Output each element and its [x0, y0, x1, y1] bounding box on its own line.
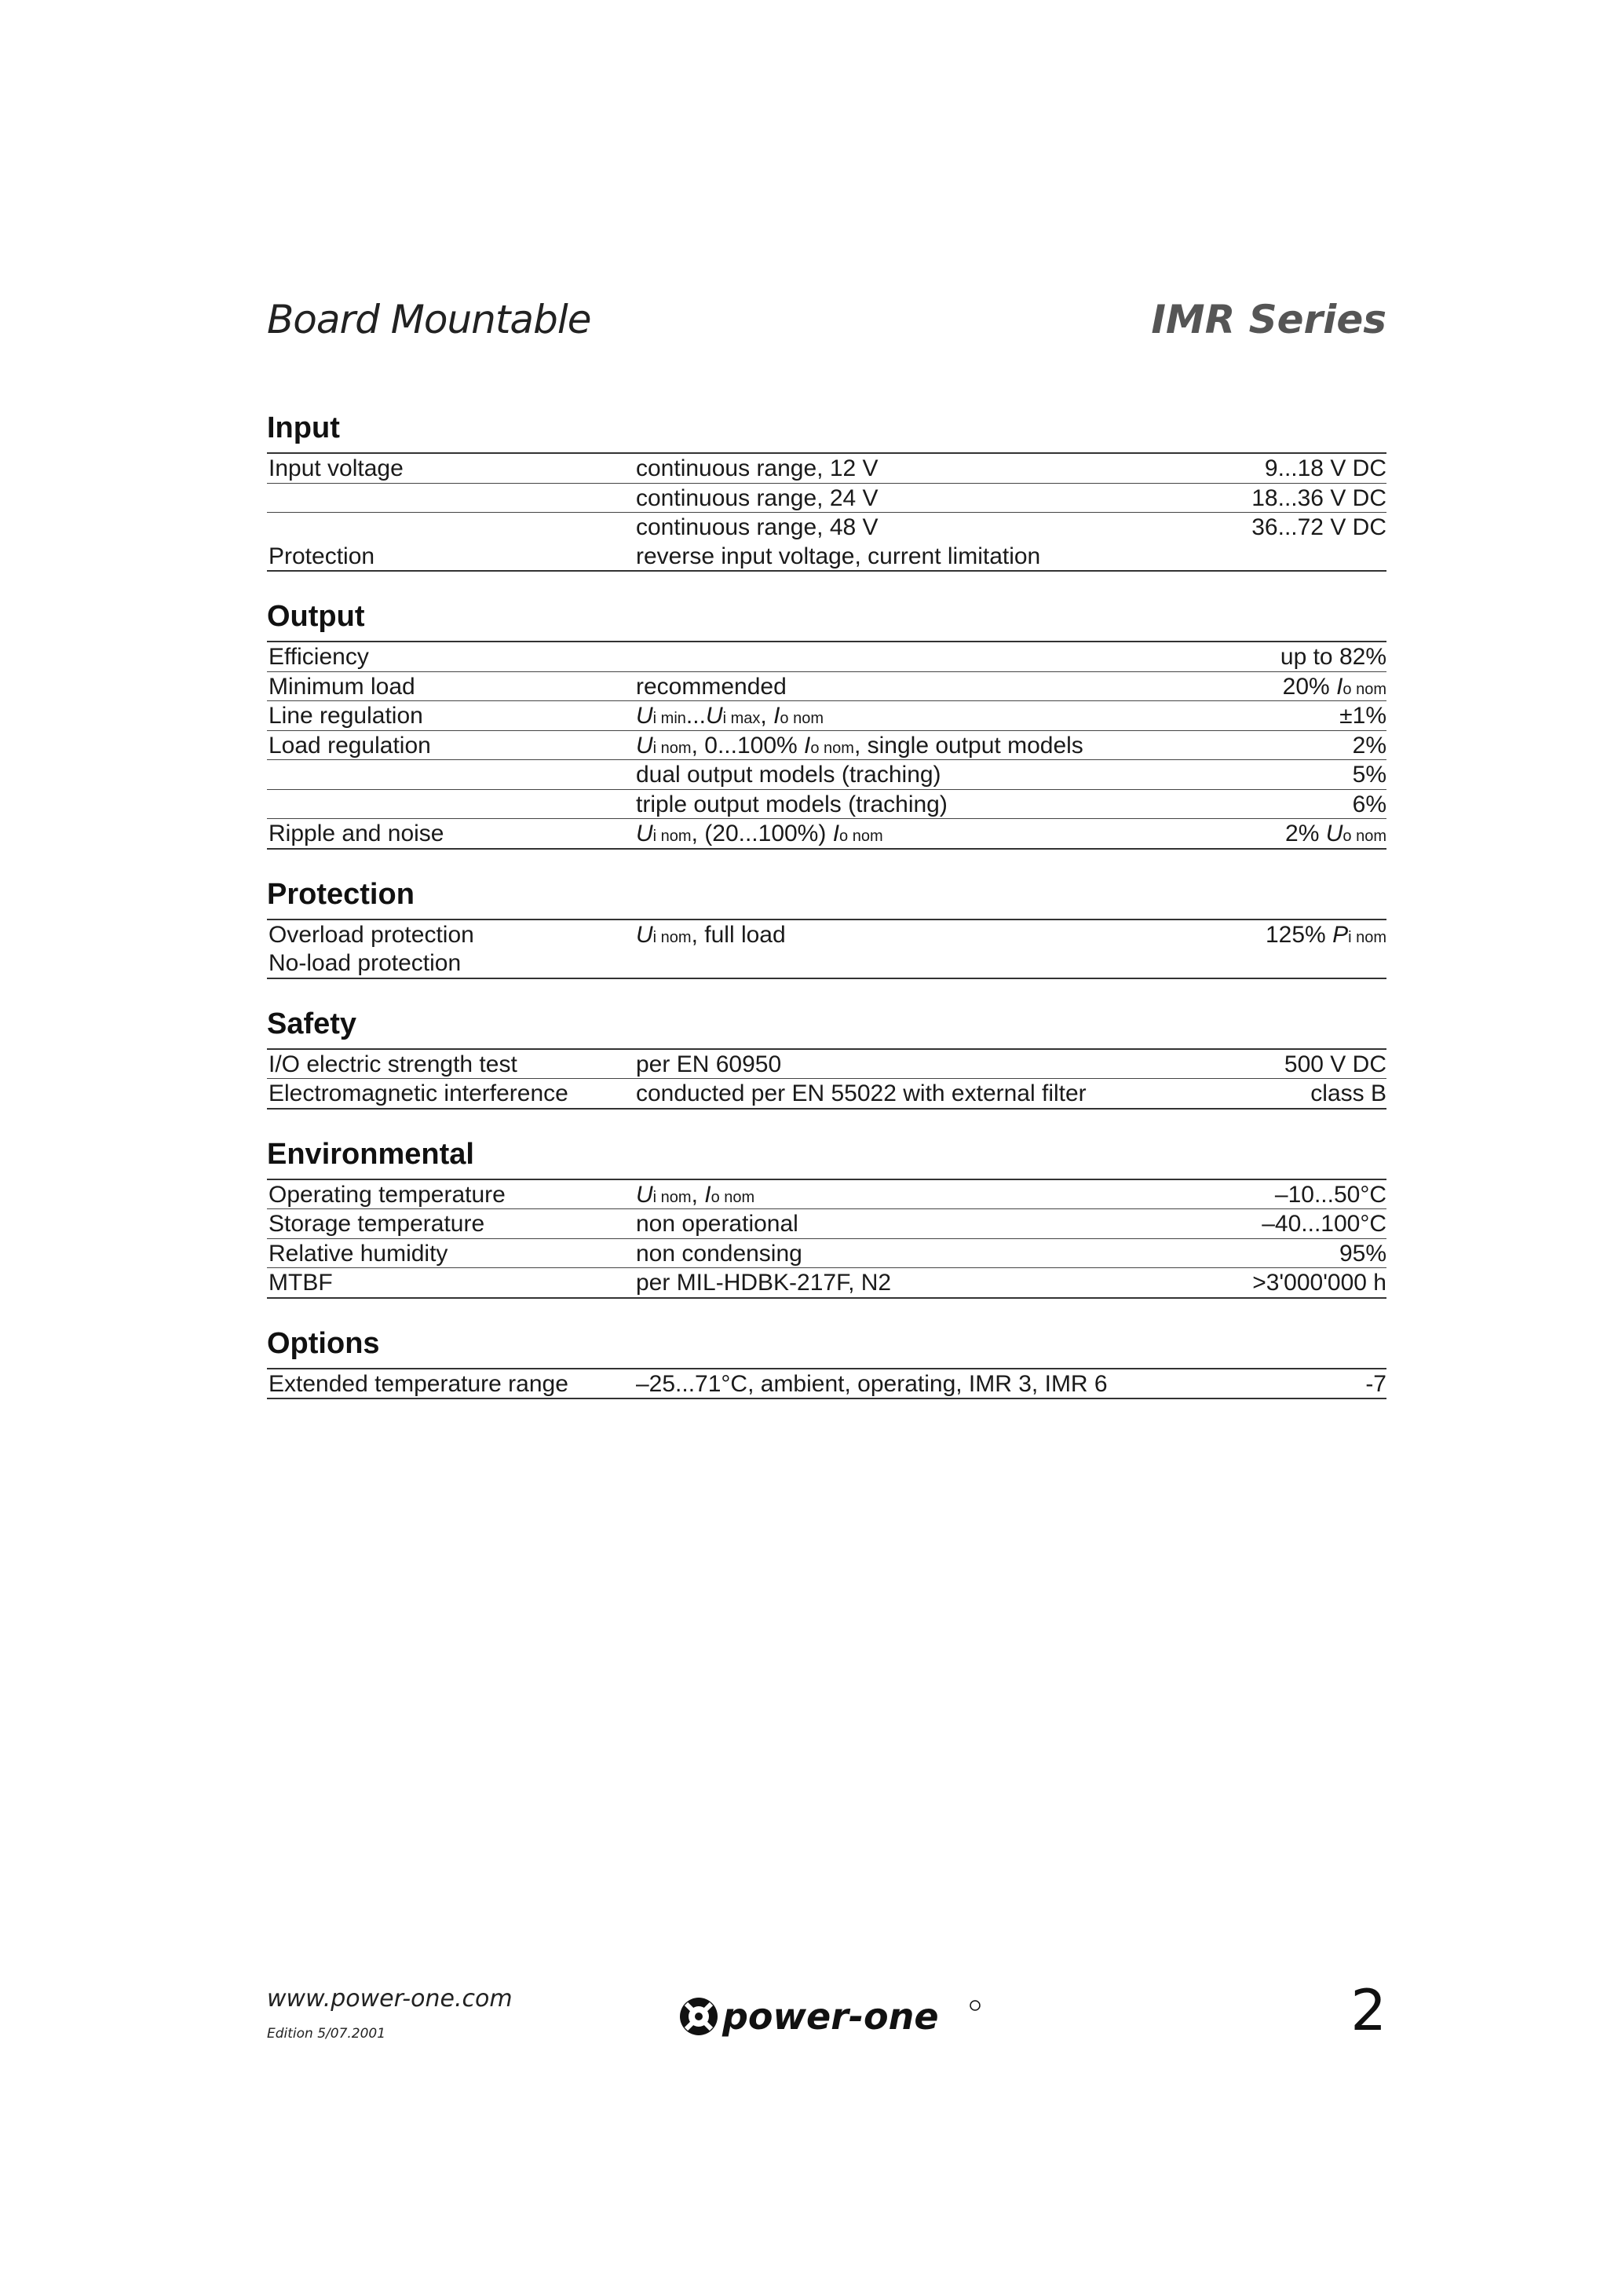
- section-title-output: Output: [267, 600, 365, 633]
- section-safety: [267, 1004, 1386, 1110]
- table-row: [267, 760, 1386, 790]
- condition-cell: continuous range, 24 V: [636, 484, 879, 511]
- value-cell: >3'000'000 h: [1252, 1270, 1386, 1296]
- value-cell: 36...72 V DC: [1251, 514, 1386, 540]
- condition-cell: per MIL-HDBK-217F, N2: [636, 1270, 892, 1296]
- table-row: [267, 1050, 1386, 1080]
- value-cell: [1283, 672, 1386, 704]
- logo-mark-icon: [680, 1998, 718, 2035]
- table-row: [267, 513, 1386, 542]
- series-title: IMR Series: [1151, 297, 1386, 342]
- symbol-current: I: [1336, 673, 1343, 700]
- value-cell: –40...100°C: [1262, 1211, 1386, 1237]
- subscript: nom: [1351, 828, 1386, 845]
- condition-text: , (20...100%): [691, 821, 833, 846]
- section-title-safety: Safety: [267, 1007, 357, 1040]
- table-row: [267, 454, 1386, 484]
- symbol-voltage: U: [636, 732, 653, 759]
- website-link[interactable]: www.power-one.com: [267, 1985, 513, 2013]
- table-row: [267, 731, 1386, 761]
- subscript: min: [656, 710, 686, 727]
- subscript: nom: [819, 739, 854, 757]
- value-cell: 5%: [1352, 762, 1386, 788]
- subscript: i: [652, 710, 657, 727]
- param-cell: Line regulation: [269, 703, 423, 729]
- section-protection: [267, 875, 1386, 979]
- param-cell: Electromagnetic interference: [269, 1080, 568, 1106]
- edition-label: Edition 5/07.2001: [267, 2026, 386, 2042]
- section-output: [267, 597, 1386, 850]
- table-row: [267, 701, 1386, 731]
- value-cell: ±1%: [1339, 703, 1386, 729]
- subscript: nom: [1351, 680, 1386, 698]
- subscript: nom: [656, 928, 692, 946]
- table-row: [267, 672, 1386, 702]
- subscript: i: [652, 828, 657, 845]
- table-row: [267, 484, 1386, 514]
- section-title-options: Options: [267, 1326, 380, 1360]
- subscript: nom: [1351, 928, 1386, 946]
- section-title-input: Input: [267, 411, 340, 444]
- table-options: [267, 1368, 1386, 1400]
- symbol-voltage: U: [636, 821, 653, 846]
- param-cell: Relative humidity: [269, 1240, 448, 1267]
- subscript: o: [711, 1188, 720, 1206]
- symbol-voltage: U: [636, 703, 653, 729]
- table-row: [267, 1268, 1386, 1299]
- subscript: max: [726, 710, 761, 727]
- subscript: o: [1343, 828, 1352, 845]
- condition-cell: [636, 731, 1083, 763]
- condition-text: , single output models: [853, 732, 1083, 759]
- condition-cell: [636, 920, 786, 952]
- value-cell: 9...18 V DC: [1264, 455, 1386, 481]
- symbol-current: I: [832, 821, 840, 846]
- param-cell: Protection: [269, 543, 375, 569]
- subscript: i: [652, 1188, 657, 1206]
- condition-cell: recommended: [636, 673, 787, 700]
- separator: ,: [691, 1181, 705, 1208]
- logo-wordmark: power-one: [722, 1995, 939, 2038]
- document-category: Board Mountable: [267, 297, 591, 342]
- value-cell: 500 V DC: [1284, 1051, 1386, 1077]
- table-row: [267, 949, 1386, 979]
- value-text: 20%: [1282, 673, 1330, 700]
- table-row: [267, 819, 1386, 850]
- range-dots: ...: [685, 703, 706, 729]
- param-cell: Extended temperature range: [269, 1370, 568, 1397]
- value-cell: 6%: [1352, 791, 1386, 817]
- subscript: nom: [656, 739, 692, 757]
- value-text: 125%: [1265, 921, 1326, 948]
- section-options: [267, 1324, 1386, 1400]
- table-row: [267, 1079, 1386, 1110]
- subscript: nom: [719, 1188, 755, 1206]
- condition-cell: dual output models (traching): [636, 762, 941, 788]
- value-cell: -7: [1365, 1370, 1386, 1397]
- param-cell: Operating temperature: [269, 1181, 506, 1208]
- condition-cell: non condensing: [636, 1240, 802, 1267]
- condition-cell: –25...71°C, ambient, operating, IMR 3, IMR 6: [636, 1370, 1108, 1397]
- table-output: [267, 641, 1386, 850]
- param-cell: Storage temperature: [269, 1211, 485, 1237]
- registered-mark: [970, 2001, 980, 2010]
- table-row: [267, 1369, 1386, 1400]
- value-cell: class B: [1310, 1080, 1386, 1106]
- table-row: [267, 542, 1386, 572]
- subscript: i: [1348, 928, 1352, 946]
- symbol-voltage: U: [636, 921, 653, 948]
- condition-cell: non operational: [636, 1211, 798, 1237]
- subscript: i: [652, 928, 657, 946]
- subscript: o: [1343, 680, 1352, 698]
- condition-text: , 0...100%: [691, 732, 805, 759]
- param-cell: Efficiency: [269, 644, 369, 670]
- symbol-power: P: [1332, 921, 1349, 948]
- value-cell: 95%: [1339, 1240, 1386, 1267]
- subscript: nom: [788, 710, 824, 727]
- value-cell: 2%: [1352, 732, 1386, 759]
- table-row: [267, 642, 1386, 672]
- symbol-current: I: [773, 703, 780, 729]
- subscript: i: [652, 739, 657, 757]
- condition-cell: triple output models (traching): [636, 791, 948, 817]
- condition-cell: reverse input voltage, current limitation: [636, 543, 1041, 569]
- condition-cell: [636, 701, 824, 733]
- value-cell: up to 82%: [1280, 644, 1386, 670]
- param-cell: Minimum load: [269, 673, 415, 700]
- condition-cell: [636, 819, 883, 851]
- condition-cell: continuous range, 48 V: [636, 514, 879, 540]
- separator: ,: [760, 703, 774, 729]
- param-cell: Ripple and noise: [269, 821, 444, 846]
- spec-content: [267, 408, 1386, 1424]
- subscript: nom: [656, 828, 692, 845]
- table-input: [267, 452, 1386, 572]
- section-title-environmental: Environmental: [267, 1137, 474, 1171]
- value-text: 2%: [1285, 821, 1320, 846]
- table-row: [267, 1180, 1386, 1210]
- param-cell: MTBF: [269, 1270, 333, 1296]
- section-title-protection: Protection: [267, 877, 415, 911]
- table-safety: [267, 1048, 1386, 1110]
- value-cell: [1285, 819, 1386, 851]
- subscript: o: [780, 710, 789, 727]
- condition-text: , full load: [691, 921, 786, 948]
- symbol-current: I: [704, 1181, 711, 1208]
- table-row: [267, 1239, 1386, 1269]
- condition-cell: continuous range, 12 V: [636, 455, 879, 481]
- subscript: o: [810, 739, 820, 757]
- section-input: [267, 408, 1386, 572]
- subscript: i: [722, 710, 727, 727]
- param-cell: Input voltage: [269, 455, 404, 481]
- symbol-voltage: U: [705, 703, 723, 729]
- power-one-logo: [675, 1991, 981, 2042]
- symbol-current: I: [804, 732, 811, 759]
- symbol-voltage: U: [1325, 821, 1343, 846]
- param-cell: No-load protection: [269, 950, 462, 976]
- condition-cell: [636, 1180, 754, 1212]
- subscript: o: [839, 828, 849, 845]
- value-cell: 18...36 V DC: [1251, 484, 1386, 511]
- page-number: 2: [1350, 1977, 1386, 2043]
- param-cell: Load regulation: [269, 732, 431, 759]
- table-row: [267, 920, 1386, 949]
- condition-cell: per EN 60950: [636, 1051, 782, 1077]
- symbol-voltage: U: [636, 1181, 653, 1208]
- table-row: [267, 1209, 1386, 1239]
- table-protection: [267, 919, 1386, 979]
- subscript: nom: [848, 828, 883, 845]
- section-environmental: [267, 1135, 1386, 1299]
- subscript: nom: [656, 1188, 692, 1206]
- value-cell: –10...50°C: [1274, 1181, 1386, 1208]
- table-environmental: [267, 1179, 1386, 1299]
- param-cell: I/O electric strength test: [269, 1051, 517, 1077]
- value-cell: [1266, 920, 1386, 952]
- param-cell: Overload protection: [269, 921, 474, 948]
- table-row: [267, 790, 1386, 820]
- condition-cell: conducted per EN 55022 with external filter: [636, 1080, 1087, 1106]
